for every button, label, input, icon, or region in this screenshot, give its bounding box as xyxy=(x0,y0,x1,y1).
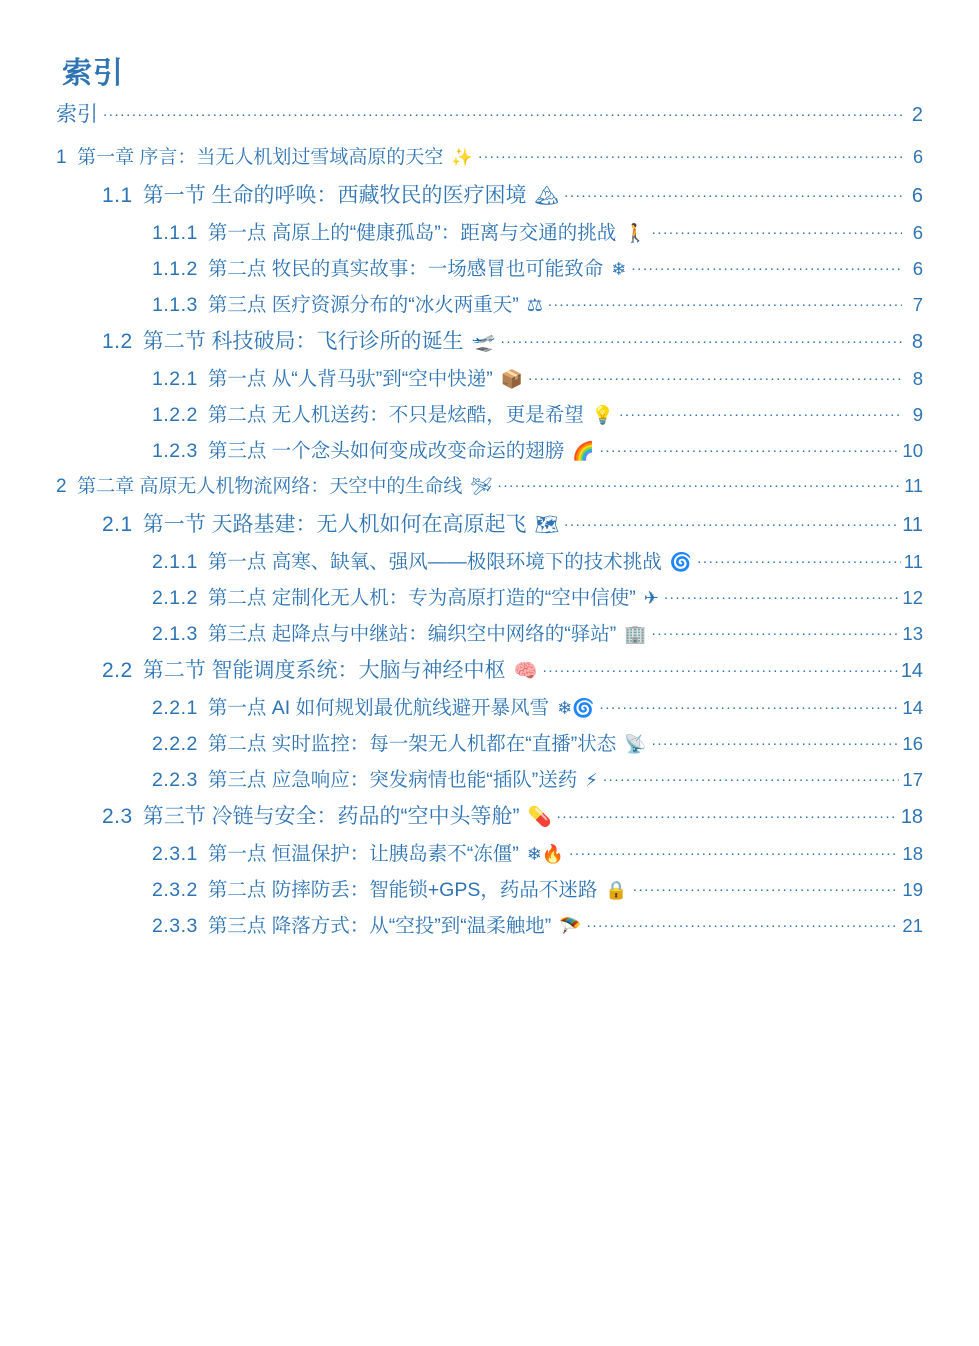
toc-entry-number: 2.1.3 xyxy=(152,623,198,645)
toc-leader xyxy=(548,292,902,312)
toc-entry-number: 2.1.2 xyxy=(152,587,198,609)
snowflake-cyclone-icon: ❄🌀 xyxy=(557,698,595,719)
office-building-icon: 🏢 xyxy=(624,624,647,645)
toc-leader xyxy=(557,802,898,823)
parachute-icon: 🪂 xyxy=(559,916,582,937)
toc-entry-number: 2.2.1 xyxy=(152,697,198,719)
toc-entry-subsection-2-2-2[interactable] xyxy=(56,728,923,756)
toc-leader xyxy=(569,841,899,861)
toc-leader xyxy=(633,877,900,897)
toc-leader xyxy=(564,510,899,531)
toc-entry-number: 1.2.2 xyxy=(152,404,198,426)
toc-page-number: 14 xyxy=(900,660,923,682)
toc-leader xyxy=(498,473,902,492)
toc-entry-label: 第二点 牧民的真实故事：一场感冒也可能致命 xyxy=(207,258,604,280)
satellite-antenna-icon: 📡 xyxy=(624,734,647,755)
toc-entry-label: 第三节 冷链与安全：药品的“空中头等舱” xyxy=(142,805,520,828)
toc-entry-number: 2.3.2 xyxy=(152,879,198,901)
toc-entry-subsection-1-1-1[interactable] xyxy=(56,217,923,245)
toc-page-number: 8 xyxy=(911,331,923,353)
toc-entry-label: 第一点 从“人背马驮”到“空中快递” xyxy=(207,368,493,390)
page-title: 索引 xyxy=(62,57,124,90)
toc-page-number: 16 xyxy=(902,733,923,754)
toc-page-number: 11 xyxy=(902,514,923,536)
toc-leader xyxy=(631,256,902,276)
toc-entry-label: 第二章 高原无人机物流网络：天空中的生命线 xyxy=(77,476,463,497)
pill-icon: 💊 xyxy=(527,805,552,828)
toc-entry-subsection-2-3-3[interactable] xyxy=(56,910,923,938)
brain-icon: 🧠 xyxy=(513,659,538,682)
toc-entry-section-1-1[interactable] xyxy=(56,179,923,209)
toc-entry-subsection-2-3-1[interactable] xyxy=(56,838,923,866)
toc-entry-number: 1.1.3 xyxy=(152,294,198,316)
toc-entry-label: 第三点 起降点与中继站：编织空中网络的“驿站” xyxy=(207,623,617,645)
toc-entry-section-2-1[interactable] xyxy=(56,508,923,538)
toc-leader xyxy=(543,656,898,677)
toc-leader xyxy=(501,327,902,348)
lightbulb-icon: 💡 xyxy=(591,405,615,426)
toc-page-number: 6 xyxy=(912,258,923,279)
toc-page-number: 17 xyxy=(902,769,923,790)
toc-entry-label: 第一点 高原上的“健康孤岛”：距离与交通的挑战 xyxy=(207,222,617,244)
toc-page-number: 12 xyxy=(902,587,923,608)
toc-page-number: 13 xyxy=(902,623,923,644)
lightning-bolt-icon: ⚡ xyxy=(585,770,598,791)
toc-leader xyxy=(664,585,900,605)
toc-entry-label: 第三点 一个念头如何变成改变命运的翅膀 xyxy=(207,440,565,462)
toc-entry-number: 2.3.1 xyxy=(152,843,198,865)
lock-icon: 🔒 xyxy=(605,880,628,901)
toc-entry-subsection-2-1-3[interactable] xyxy=(56,618,923,646)
toc-entry-number: 2.2.3 xyxy=(152,769,198,791)
toc-page-number: 9 xyxy=(912,404,923,425)
toc-entry-number: 2.3 xyxy=(102,805,133,828)
sparkles-icon: ✨ xyxy=(451,148,474,168)
toc-entry-number: 1.1.2 xyxy=(152,258,198,280)
toc-leader xyxy=(652,731,900,751)
airplane-icon: ✈ xyxy=(643,588,659,609)
toc-entry-section-1-2[interactable] xyxy=(56,325,923,355)
toc-entry-number: 2.1 xyxy=(102,513,133,536)
toc-entry-subsection-1-1-2[interactable] xyxy=(56,253,923,281)
toc-page-number: 6 xyxy=(912,222,923,243)
toc-page-number: 6 xyxy=(912,147,923,167)
toc-page-number: 19 xyxy=(902,879,923,900)
toc-entry-number: 2.1.1 xyxy=(152,551,198,573)
toc-leader xyxy=(697,549,901,569)
toc-entry-section-2-2[interactable] xyxy=(56,654,923,684)
toc-entry-number: 1.2.1 xyxy=(152,368,198,390)
toc-leader xyxy=(587,913,900,933)
airplane-departure-icon: 🛫 xyxy=(471,330,496,353)
toc-entry-label: 第一点 AI 如何规划最优航线避开暴风雪 xyxy=(207,697,550,719)
toc-entry-subsection-1-2-1[interactable] xyxy=(56,363,923,391)
toc-entry-subsection-2-1-2[interactable] xyxy=(56,582,923,610)
snowflake-icon: ❄ xyxy=(611,259,627,280)
mountain-icon: 🏔 xyxy=(534,184,560,207)
toc-entry-chapter-2[interactable] xyxy=(56,471,923,498)
toc-leader xyxy=(564,181,902,202)
toc-leader xyxy=(103,100,902,121)
toc-page-number: 7 xyxy=(912,294,923,315)
small-airplane-icon: 🛩 xyxy=(470,477,493,497)
toc-entry-subsection-2-3-2[interactable] xyxy=(56,874,923,902)
toc-entry-label: 第二点 防摔防丢：智能锁+GPS，药品不迷路 xyxy=(207,879,598,901)
toc-entry-label: 第二点 无人机送药：不只是炫酷，更是希望 xyxy=(207,404,584,426)
toc-entry-subsection-2-2-3[interactable] xyxy=(56,764,923,792)
toc-entry-label: 第二点 实时监控：每一架无人机都在“直播”状态 xyxy=(207,733,617,755)
toc-page-number: 21 xyxy=(902,915,923,936)
toc-leader xyxy=(603,767,900,787)
walking-person-icon: 🚶 xyxy=(624,223,647,244)
toc-entry-subsection-2-2-1[interactable] xyxy=(56,692,923,720)
toc-entry-subsection-1-1-3[interactable] xyxy=(56,289,923,317)
toc-entry-label: 第三点 降落方式：从“空投”到“温柔触地” xyxy=(207,915,552,937)
toc-leader xyxy=(652,220,902,240)
toc-entry-number: 2.2.2 xyxy=(152,733,198,755)
toc-entry-label: 第一节 天路基建：无人机如何在高原起飞 xyxy=(142,513,527,536)
toc-entry-index[interactable] xyxy=(56,98,923,128)
toc-entry-number: 1.1.1 xyxy=(152,222,198,244)
toc-entry-number: 1.2 xyxy=(102,330,133,353)
toc-page-number: 8 xyxy=(912,368,923,389)
toc-entry-number: 2 xyxy=(56,476,68,497)
toc-entry-label: 第三点 应急响应：突发病情也能“插队”送药 xyxy=(207,769,578,791)
toc-entry-label: 第一点 恒温保护：让胰岛素不“冻僵” xyxy=(207,843,519,865)
toc-entry-label: 第三点 医疗资源分布的“冰火两重天” xyxy=(207,294,519,316)
toc-leader xyxy=(619,402,902,422)
toc-entry-label: 第二点 定制化无人机：专为高原打造的“空中信使” xyxy=(207,587,636,609)
map-icon: 🗺 xyxy=(534,513,560,536)
snowflake-fire-icon: ❄🔥 xyxy=(526,844,565,865)
toc-entry-number: 2.3.3 xyxy=(152,915,198,937)
toc-entry-number: 1 xyxy=(56,147,68,168)
toc-entry-subsection-1-2-2[interactable] xyxy=(56,399,923,427)
toc-leader xyxy=(652,621,900,641)
toc-page-number: 18 xyxy=(902,843,923,864)
toc-page-number: 6 xyxy=(911,185,923,207)
toc-page-number: 2 xyxy=(911,104,923,126)
toc-page-number: 11 xyxy=(903,551,923,572)
toc-leader xyxy=(478,144,902,163)
toc-entry-number: 1.1 xyxy=(102,184,133,207)
toc-entry-label: 索引 xyxy=(56,103,98,126)
cyclone-icon: 🌀 xyxy=(669,552,693,573)
rainbow-icon: 🌈 xyxy=(572,441,595,462)
toc-page-number: 18 xyxy=(900,806,923,828)
toc-leader xyxy=(600,695,900,715)
table-of-contents xyxy=(56,98,923,938)
toc-entry-chapter-1[interactable] xyxy=(56,142,923,169)
toc-entry-label: 第一点 高寒、缺氧、强风——极限环境下的技术挑战 xyxy=(207,551,662,573)
toc-page-number: 10 xyxy=(902,440,923,461)
toc-entry-label: 第一节 生命的呼唤：西藏牧民的医疗困境 xyxy=(142,184,527,207)
toc-leader xyxy=(528,366,902,386)
toc-entry-subsection-1-2-3[interactable] xyxy=(56,435,923,463)
toc-page-number: 11 xyxy=(904,476,923,496)
balance-scale-icon: ⚖ xyxy=(526,295,543,316)
toc-entry-section-2-3[interactable] xyxy=(56,800,923,830)
toc-entry-number: 2.2 xyxy=(102,659,133,682)
toc-entry-label: 第一章 序言：当无人机划过雪域高原的天空 xyxy=(77,147,444,168)
toc-entry-label: 第二节 科技破局：飞行诊所的诞生 xyxy=(142,330,464,353)
toc-page-number: 14 xyxy=(902,697,923,718)
toc-leader xyxy=(600,438,900,458)
toc-entry-label: 第二节 智能调度系统：大脑与神经中枢 xyxy=(142,659,506,682)
toc-entry-number: 1.2.3 xyxy=(152,440,198,462)
package-icon: 📦 xyxy=(500,369,524,390)
toc-entry-subsection-2-1-1[interactable] xyxy=(56,546,923,574)
